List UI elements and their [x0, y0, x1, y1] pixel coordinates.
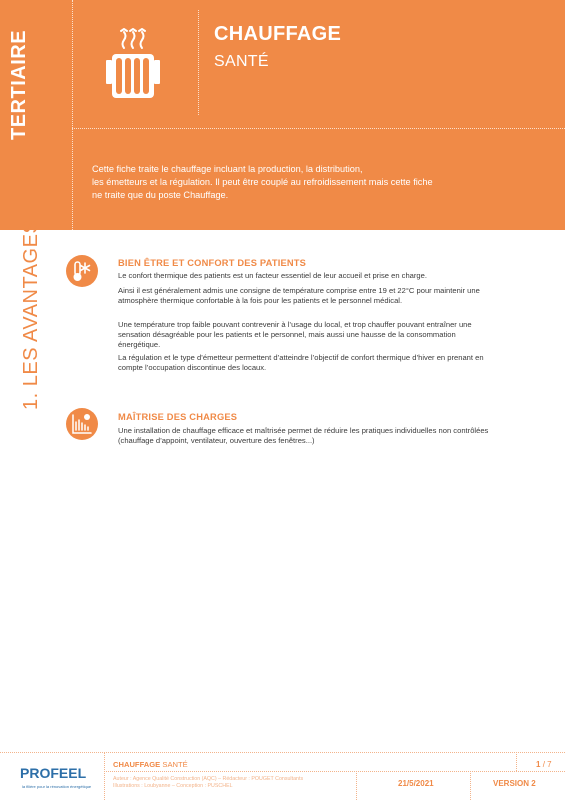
footer-divider-inner — [104, 771, 565, 772]
footer-divider-page — [516, 752, 517, 771]
block-paragraph: Une température trop faible pouvant contrevenir à l’usage du local, et trop chauffer pouvant entraîner une sensation désagréable pour les patients et le personnel, mais aussi une hausse de la consommation énergétique. — [118, 320, 472, 350]
footer-date: 21/5/2021 — [398, 779, 434, 788]
footer-version: VERSION 2 — [493, 779, 536, 788]
footer-divider-date — [356, 771, 357, 800]
intro-line: ne traite que du poste Chauffage. — [92, 190, 229, 200]
page-subtitle: SANTÉ — [214, 53, 269, 70]
block-paragraph: Une installation de chauffage efficace et maîtrisée permet de réduire les pratiques individuelles non contrôlées (chauffage d’appoint, ventilateur, ouverture des fenêtres...) — [118, 426, 489, 446]
footer-doc-title-main: CHAUFFAGE — [113, 760, 161, 769]
intro-line: les émetteurs et la régulation. Il peut être couplé au refroidissement mais cette fiche — [92, 177, 433, 187]
header-divider-horizontal — [72, 128, 565, 129]
block-paragraph: Ainsi il est généralement admis une consigne de température comprise entre 19 et 22°C pour maintenir une atmosphère thermique confortable à la fois pour les patients et le personnel médical. — [118, 286, 480, 306]
footer-credits — [113, 776, 353, 789]
thermometer-snowflake-icon — [66, 255, 98, 287]
footer-credits-line: Auteur : Agence Qualité Construction (AQC) – Rédacteur : POUGET Consultants — [113, 776, 304, 782]
footer-divider — [0, 752, 565, 753]
block-title: BIEN ÊTRE ET CONFORT DES PATIENTS — [118, 258, 307, 268]
title-divider — [198, 10, 199, 115]
header-divider-vertical — [72, 0, 73, 230]
page-total: / 7 — [542, 760, 552, 769]
profeel-logo — [18, 762, 98, 792]
page-current: 1 — [536, 760, 541, 769]
logo-tagline: la filière pour la rénovation énergétique — [22, 784, 92, 789]
intro-text — [92, 163, 512, 202]
chart-savings-icon — [66, 408, 98, 440]
block-title: MAÎTRISE DES CHARGES — [118, 412, 238, 422]
page-title: CHAUFFAGE — [214, 23, 342, 45]
block-paragraph: Le confort thermique des patients est un facteur essentiel de leur accueil et prise en charge. — [118, 271, 427, 280]
category-label: TERTIAIRE — [8, 29, 30, 140]
radiator-icon — [104, 28, 162, 100]
footer-doc-title — [113, 760, 188, 769]
footer-divider-vertical — [104, 752, 105, 800]
block-paragraph: La régulation et le type d’émetteur permettent d’atteindre l’objectif de confort thermique d’hiver en prenant en compte l’occupation discontinue des locaux. — [118, 353, 484, 373]
intro-line: Cette fiche traite le chauffage incluant la production, la distribution, — [92, 164, 363, 174]
footer-divider-version — [470, 771, 471, 800]
section-label: 1. LES AVANTAGES — [20, 219, 42, 410]
page-number — [536, 760, 552, 769]
footer-doc-subtitle: SANTÉ — [162, 760, 188, 769]
header-banner — [0, 0, 565, 230]
footer-credits-line: Illustrations : Loubyanne – Conception : PUSCHEL — [113, 782, 233, 789]
logo-wordmark: PROFEEL — [20, 765, 87, 781]
